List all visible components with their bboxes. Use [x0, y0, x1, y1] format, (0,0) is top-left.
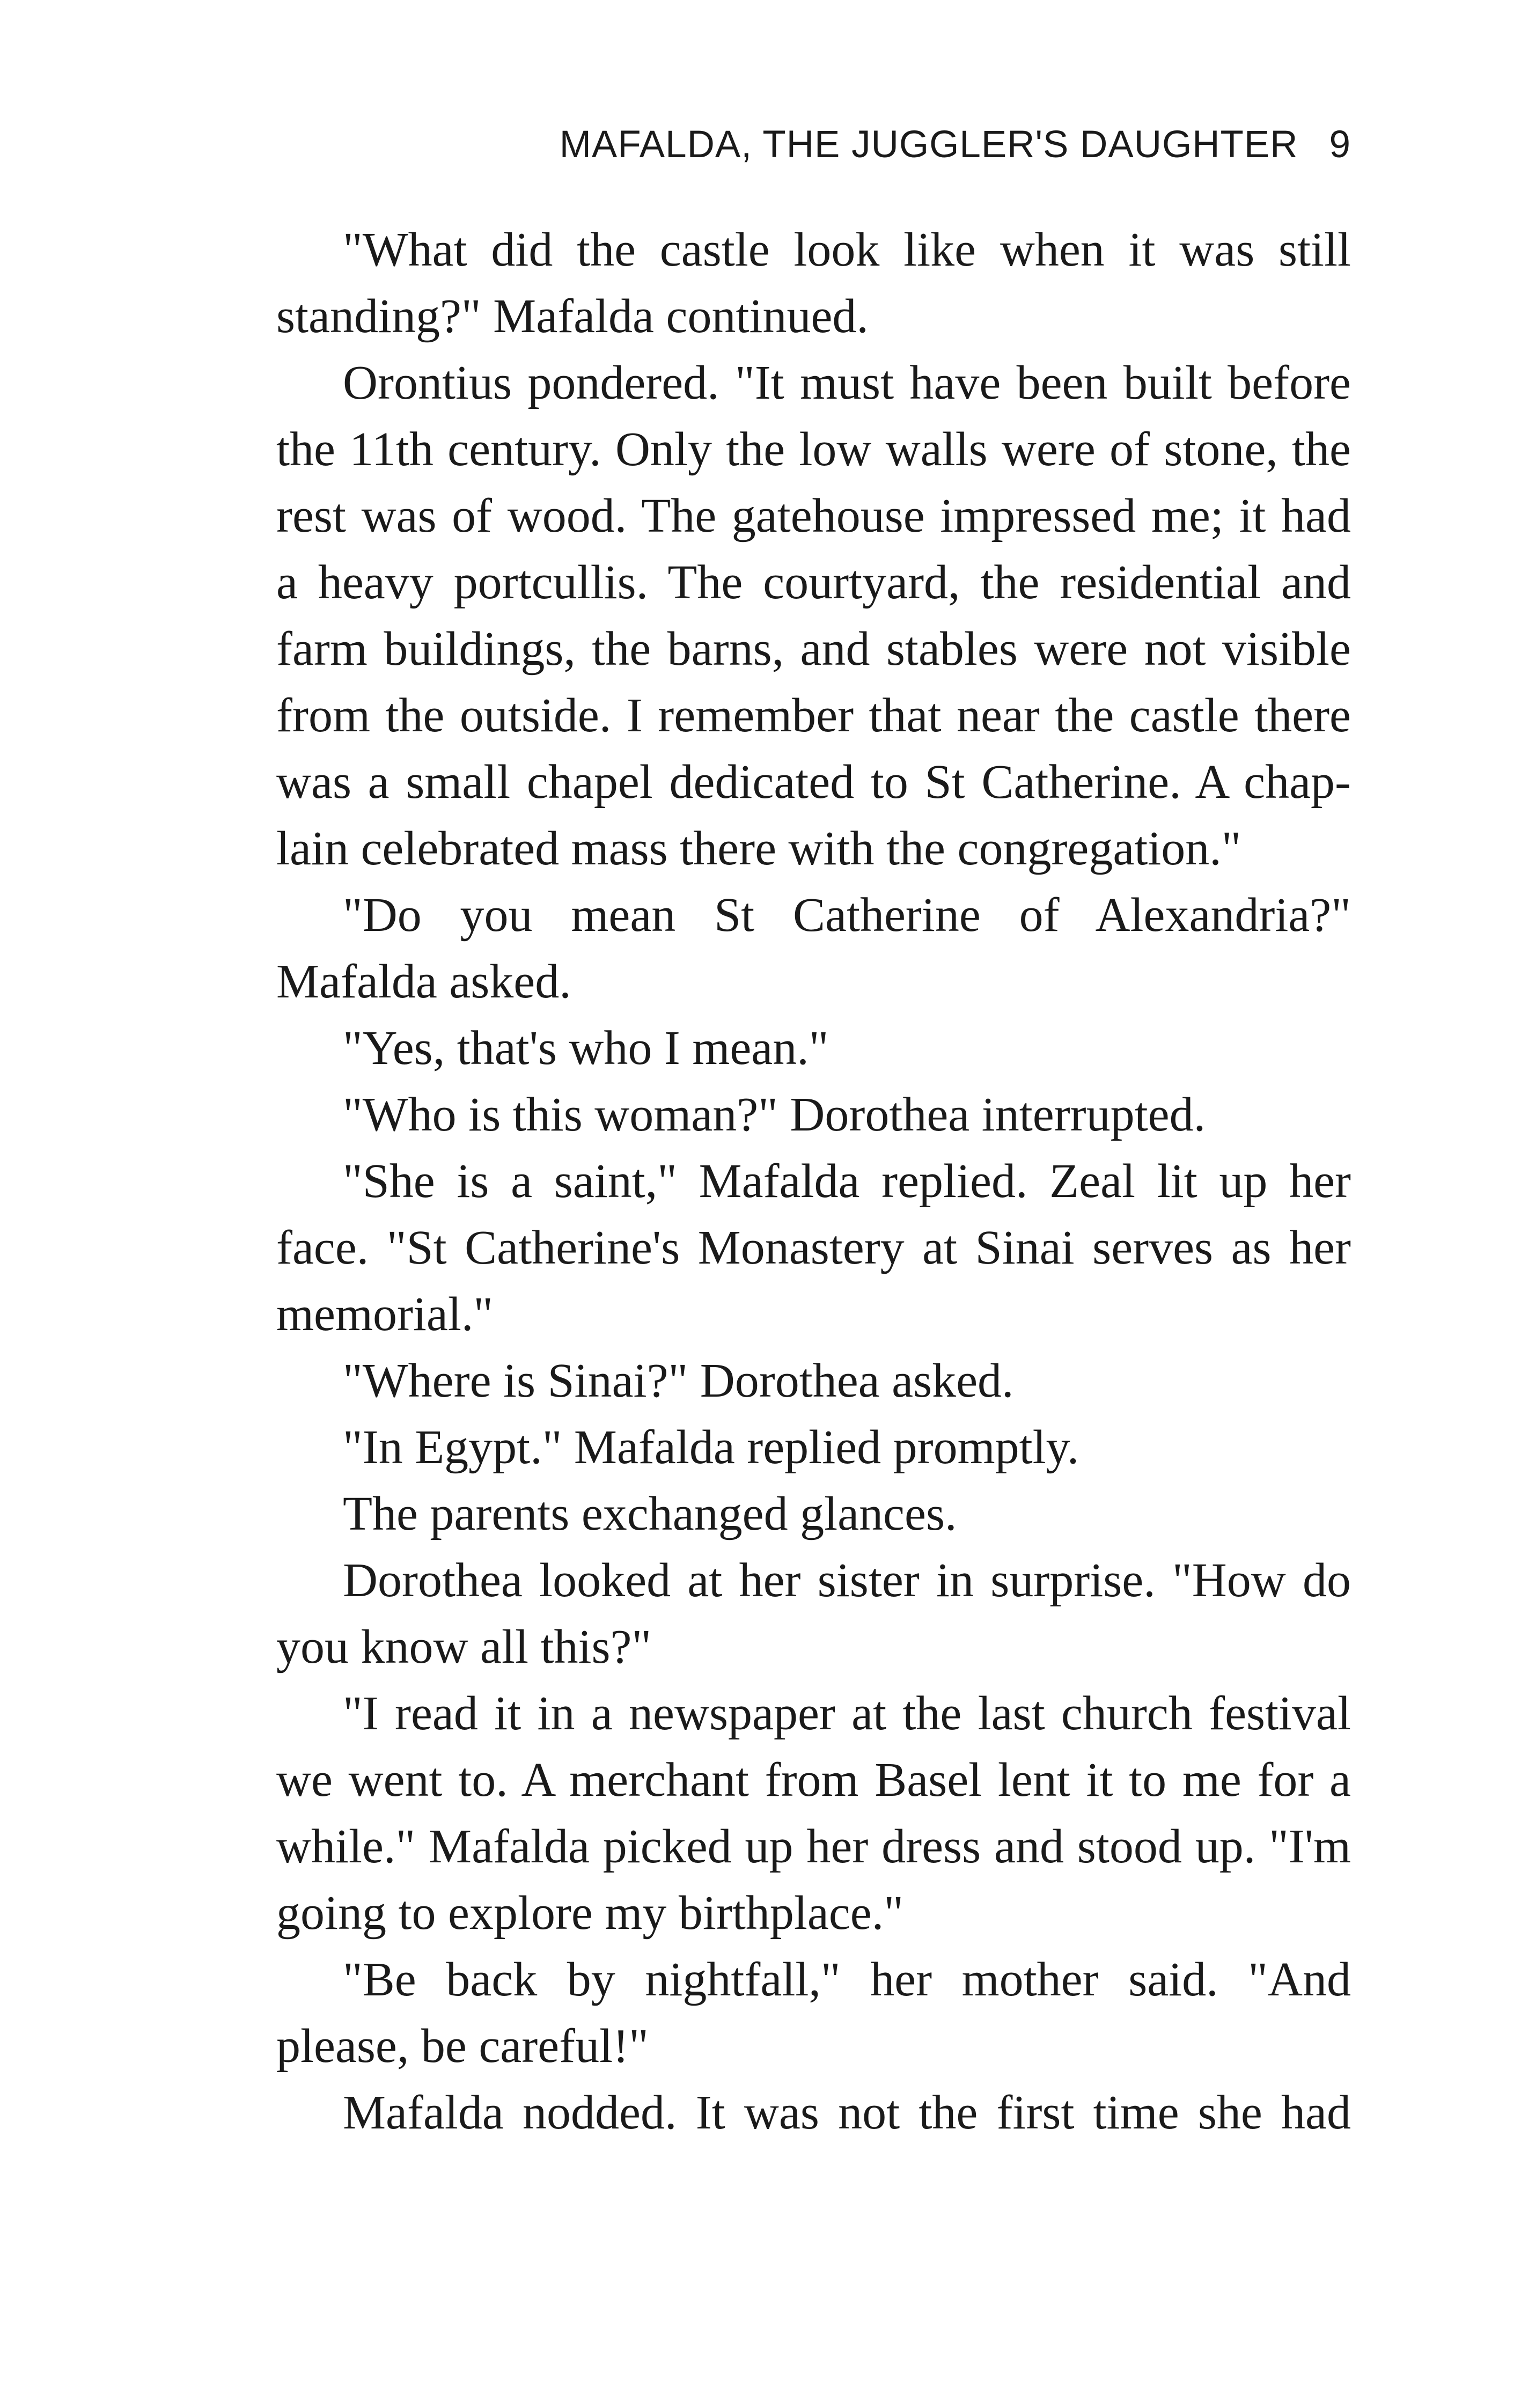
- paragraph-continued: Mafalda nodded. It was not the first time she had: [343, 2086, 1351, 2139]
- paragraph: "In Egypt." Mafalda replied promptly.: [343, 1421, 1079, 1474]
- running-head: [560, 115, 1351, 174]
- body-text: [276, 217, 1351, 2146]
- paragraph: "I read it in a newspaper at the last church festival we went to. A merchant from Basel lent it to me for a while." Mafalda picked up her dress and stood up. "I'm going to explore my birthplace.": [276, 1687, 1351, 1940]
- paragraph: "Who is this woman?" Dorothea interrupted.: [343, 1088, 1206, 1141]
- paragraph: "Yes, that's who I mean.": [343, 1022, 829, 1075]
- paragraph: "Do you mean St Catherine of Alexandria?" Mafalda asked.: [276, 889, 1351, 1008]
- paragraph: Dorothea looked at her sister in surprise. "How do you know all this?": [276, 1554, 1351, 1673]
- paragraph: "She is a saint," Mafalda replied. Zeal lit up her face. "St Catherine's Monastery at Sinai serves as her memorial.": [276, 1155, 1351, 1341]
- paragraph: "Be back by nightfall," her mother said. "And please, be careful!": [276, 1953, 1351, 2073]
- running-head-title: MAFALDA, THE JUGGLER'S DAUGHTER: [559, 123, 1298, 166]
- paragraph: "What did the castle look like when it was still standing?" Mafalda continued.: [276, 223, 1351, 343]
- paragraph: Orontius pondered. "It must have been built before the 11th century. Only the low walls were of stone, the rest was of wood. The gatehouse impressed me; it had a heavy portcullis. The courtyard, the residential and farm buildings, the barns, and stables were not visible from the outside. I remember that near the castle there was a small chapel dedicated to St Catherine. A chaplain celebrated mass there with the congregation.": [276, 356, 1351, 875]
- paragraph: The parents exchanged glances.: [343, 1487, 957, 1540]
- paragraph: "Where is Sinai?" Dorothea asked.: [343, 1354, 1014, 1407]
- page-number: 9: [1329, 123, 1351, 166]
